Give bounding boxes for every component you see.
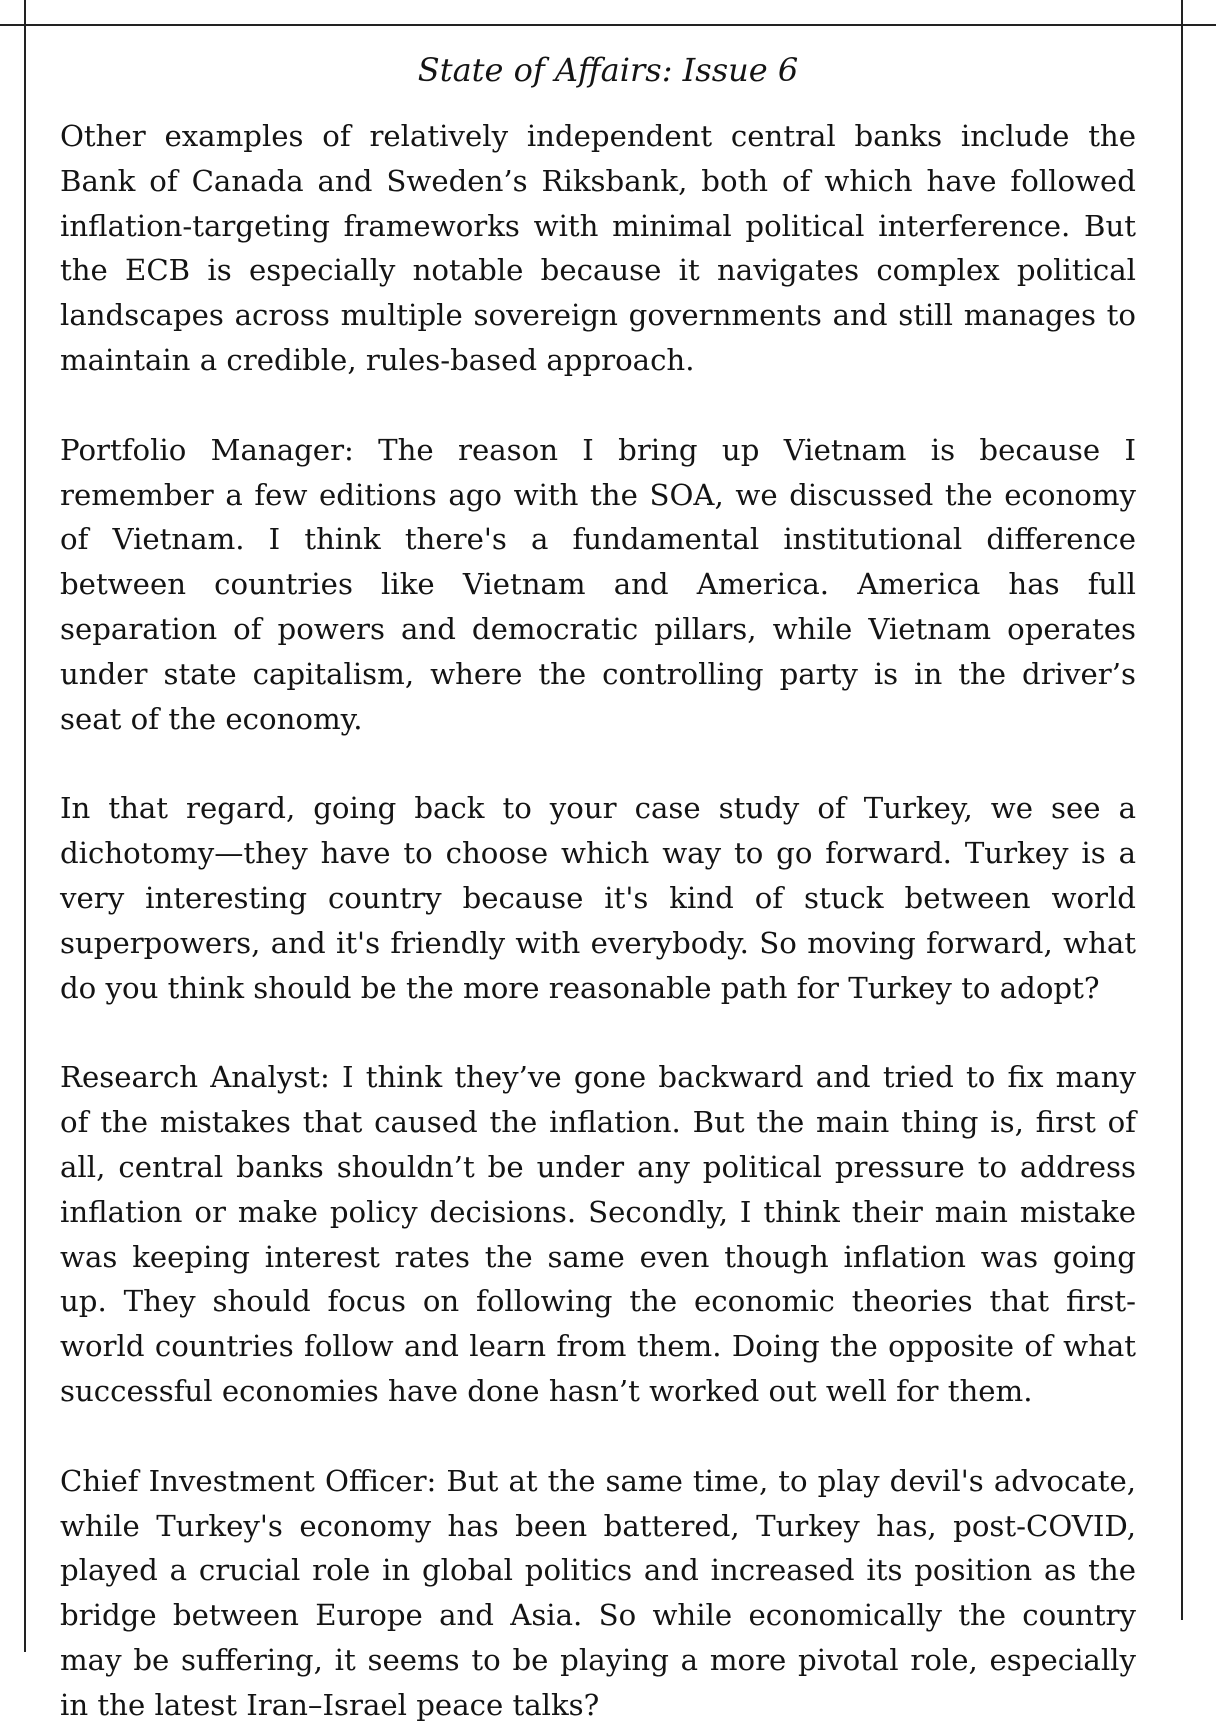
paragraph-chief-investment-officer: Chief Investment Officer: But at the same time, to play devil's advocate, while Turkey's economy has been battered, Turkey has, post-COVID, played a crucial role in global politics and increased its position as the bridge between Europe and Asia. So while economically the country may be suffering, it seems to be playing a more pivotal role, especially in the latest Iran–Israel peace talks? [60,1463,1136,1722]
paragraph-central-banks: Other examples of relatively independent central banks include the Bank of Canada and Sweden’s Riksbank, both of which have followed inflation-targeting frameworks with minimal political interference. But the ECB is especially notable because it navigates complex political landscapes across multiple sovereign governments and still manages to maintain a credible, rules-based approach. [60,119,1136,377]
right-border-rule [1181,0,1183,1620]
paragraph-turkey-question: In that regard, going back to your case study of Turkey, we see a dichotomy—they have to choose which way to go forward. Turkey is a very interesting country because it's kind of stuck between world superpowers, and it's friendly with everybody. So moving forward, what do you think should be the more reasonable path for Turkey to adopt? [60,791,1136,1005]
left-border-rule [24,0,26,1652]
paragraph-portfolio-manager: Portfolio Manager: The reason I bring up Vietnam is because I remember a few editions ago with the SOA, we discussed the economy of Vietnam. I think there's a fundamental institutional difference between countries like Vietnam and America. America has full separation of powers and democratic pillars, while Vietnam operates under state capitalism, where the controlling party is in the driver’s seat of the economy. [60,432,1136,736]
paragraph-research-analyst: Research Analyst: I think they’ve gone backward and tried to fix many of the mistakes that caused the inflation. But the main thing is, first of all, central banks shouldn’t be under any political pressure to address inflation or make policy decisions. Secondly, I think their main mistake was keeping interest rates the same even though inflation was going up. They should focus on following the economic theories that first-world countries follow and learn from them. Doing the opposite of what successful economies have done hasn’t worked out well for them. [60,1060,1136,1408]
top-border-rule [0,24,1216,26]
page-title: State of Affairs: Issue 6 [417,51,799,89]
article-body [60,114,1136,1728]
